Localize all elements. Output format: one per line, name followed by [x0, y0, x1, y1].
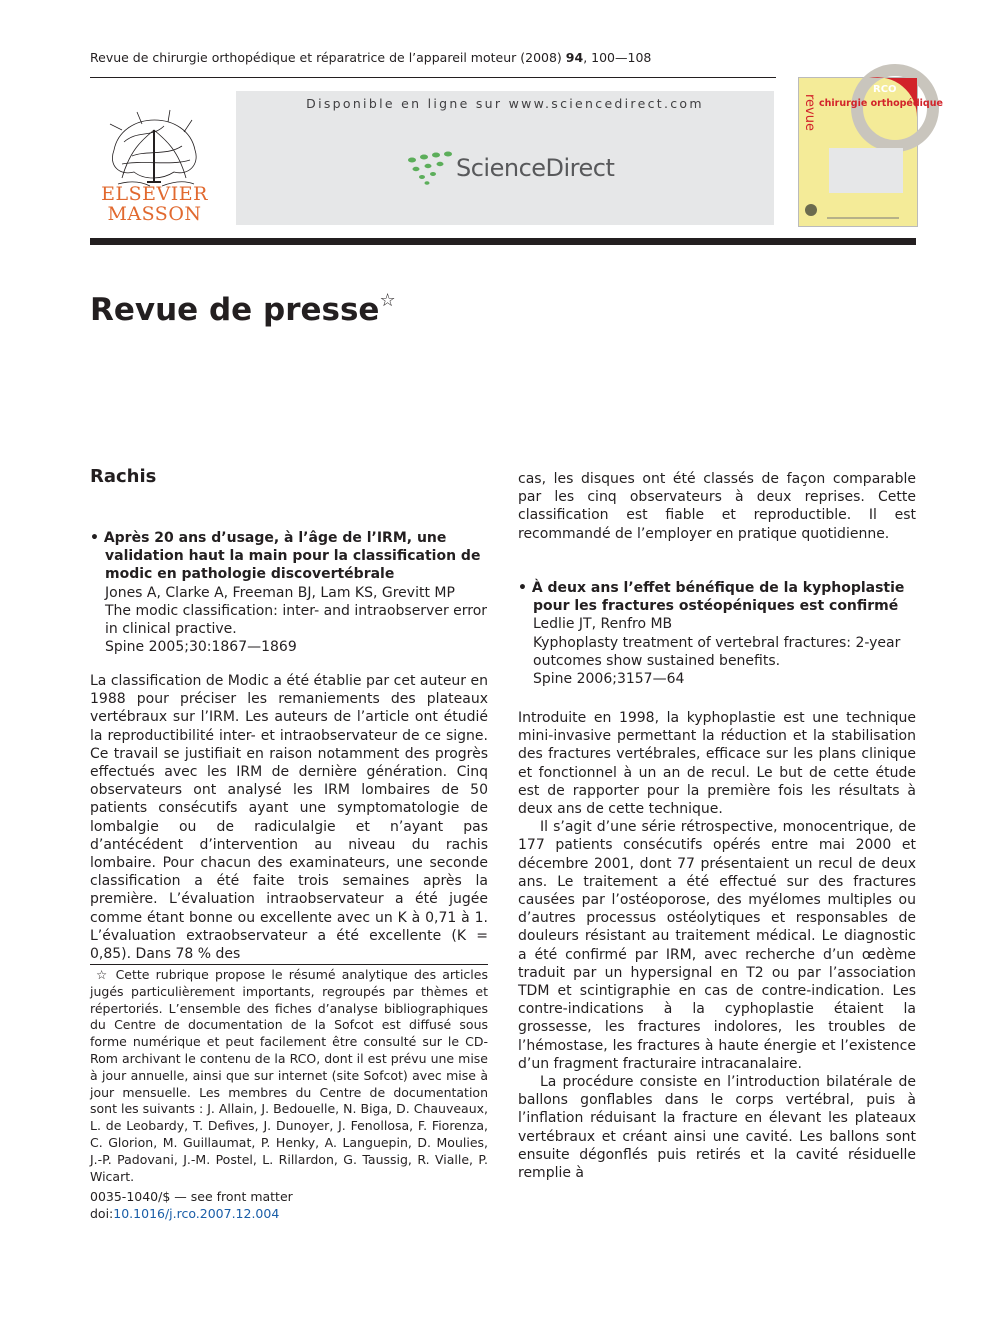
- right-continuation: [518, 470, 916, 543]
- header-rule: [90, 77, 776, 78]
- review-item-2-authors: Ledlie JT, Renfro MB: [533, 616, 673, 633]
- review-item-2: [518, 579, 916, 688]
- right-paragraph-3: La procédure consiste en l’introduction bilatérale de ballons gonflables dans le corps vertébral, puis à l’inflation réduisant la fracture en élevant les plateaux vertébraux et créant ainsi une cavité. Les ballons sont ensuite dégonflés puis retirés et la cavité résiduelle remplie à: [518, 1074, 916, 1182]
- right-paragraph-1: Introduite en 1998, la kyphoplastie est une technique mini-invasive permettant la réduction et la stabilisation des fractures vertébrales, efficace sur les plans clinique et fonctionnel à un an de recul. Le but de cette étude est de rapporter pour la première fois les résultats à deux ans de cette technique.: [518, 710, 916, 818]
- publisher-line-2: MASSON: [107, 203, 202, 225]
- title-footnote-mark: ☆: [379, 290, 396, 311]
- cover-revue-word: revue: [802, 94, 817, 131]
- publisher-line-1: ELSEVIER: [101, 183, 208, 205]
- review-item-1-citation: Spine 2005;30:1867—1869: [105, 639, 297, 656]
- review-item-1: [90, 529, 488, 656]
- right-continuation-text: cas, les disques ont été classés de façon comparable par les cinq observateurs à deux reprises. Cette classification est fiable et reproductible. Il est recommandé de l’employer en pratique quotidienne.: [518, 471, 916, 542]
- article-title: [90, 292, 396, 328]
- publisher-name: [92, 184, 217, 224]
- left-column: [90, 468, 488, 486]
- right-body: [518, 709, 916, 1182]
- doi-line: [90, 1205, 293, 1222]
- article-title-text: Revue de presse: [90, 292, 380, 328]
- journal-volume: 94: [565, 50, 584, 65]
- journal-cover-thumbnail: [798, 77, 943, 227]
- footnote-rule: [90, 964, 488, 965]
- cover-title: chirurgie orthopédique: [819, 98, 943, 109]
- section-heading: Rachis: [90, 466, 157, 487]
- journal-line: Revue de chirurgie orthopédique et réparatrice de l’appareil moteur (2008): [90, 50, 566, 65]
- journal-citation: [90, 50, 651, 65]
- available-online-text: Disponible en ligne sur www.sciencedirect.com: [306, 96, 704, 111]
- title-rule: [90, 238, 916, 245]
- left-paragraph-1: La classification de Modic a été établie par cet auteur en 1988 pour préciser les remaniements des plateaux vertébraux sur l’IRM. Les auteurs de l’article ont étudié la reproductibilité inter- et intraobservateur de ce signe. Ce travail se justifiait en raison notamment des progrès effectués avec les IRM de dernière génération. Cinq observateurs ont analysé les IRM lombaires de 50 patients consécutifs ayant une symptomatologie de lombalgie ou de radiculalgie et n’ayant pas d’antécédent d’intervention au niveau du rachis lombaire. Pour chacun des examinateurs, une seconde classification a été faite trois semaines après la première. L’évaluation intraobservateur a été jugée comme étant bonne ou excellente avec un K à 0,71 à 1. L’évaluation extraobservateur a été excellente (K = 0,85). Dans 78 % des: [90, 673, 489, 963]
- footnote-mark: ☆: [96, 967, 110, 982]
- sciencedirect-wordmark: ScienceDirect: [456, 154, 615, 182]
- right-paragraph-2: Il s’agit d’une série rétrospective, monocentrique, de 177 patients consécutifs opérés entre mai 2000 et décembre 2001, dont 77 présentaient un recul de deux ans. Le traitement a été effectué sur des fractures causées par l’ostéoporose, des myélomes multiples ou d’autres processus ostéolytiques et responsables de douleurs résistant au traitement médical. Le diagnostic a été confirmé par IRM, avec recherche d’un œdème traduit par un hypersignal en T2 ou par l’association TDM et scintigraphie en cas de contre-indication. Les contre-indications à la cyphoplastie étaient la grossesse, les fractures indolores, les troubles de l’hémostase, les fractures à haute énergie et l’existence d’un fragment fracturaire intracanalaire.: [518, 819, 916, 1072]
- review-item-2-citation: Spine 2006;3157—64: [533, 671, 685, 688]
- review-item-1-title: • Après 20 ans d’usage, à l’âge de l’IRM, une validation haut la main pour la classification de modic en pathologie discovertébrale: [90, 530, 481, 583]
- doi-label: doi:: [90, 1206, 114, 1221]
- left-paragraph: [90, 672, 488, 963]
- journal-pages: , 100—108: [583, 50, 652, 65]
- review-item-2-title: • À deux ans l’effet bénéfique de la kyphoplastie pour les fractures ostéopéniques est confirmé: [518, 580, 905, 615]
- review-item-2-ref-title: Kyphoplasty treatment of vertebral fractures: 2-year outcomes show sustained benefits.: [533, 634, 901, 669]
- doi-link[interactable]: 10.1016/j.rco.2007.12.004: [113, 1206, 280, 1221]
- review-item-1-authors: Jones A, Clarke A, Freeman BJ, Lam KS, Grevitt MP: [105, 584, 455, 601]
- front-matter: [90, 1188, 293, 1222]
- cover-badge: RCO: [873, 84, 897, 95]
- review-item-1-ref-title: The modic classification: inter- and intraobserver error in clinical practive.: [105, 602, 488, 638]
- footnote: [90, 967, 488, 1185]
- issn-line: 0035-1040/$ — see front matter: [90, 1189, 293, 1204]
- footnote-text: Cette rubrique propose le résumé analytique des articles jugés particulièrement importants, regroupés par thèmes et répertoriés. L’ensemble des fiches d’analyse bibliographiques du Centre de documentation de la Sofcot est diffusé sous forme numérique et peut facilement être consulté sur le CD-Rom archivant le contenu de la RCO, dont il est prévu une mise à jour annuelle, ainsi que sur internet (site Sofcot) avec mise à jour mensuelle. Les membres du Centre de documentation sont les suivants : J. Allain, J. Bedouelle, N. Biga, D. Chauveaux, L. de Leobardy, T. Defives, J. Dunoyer, J. Fenollosa, F. Fiorenza, C. Glorion, M. Guillaumat, P. Henky, A. Languepin, D. Moulies, J.-P. Padovani, J.-M. Postel, L. Rillardon, G. Taussig, R. Vialle, P. Wicart.: [90, 967, 488, 1184]
